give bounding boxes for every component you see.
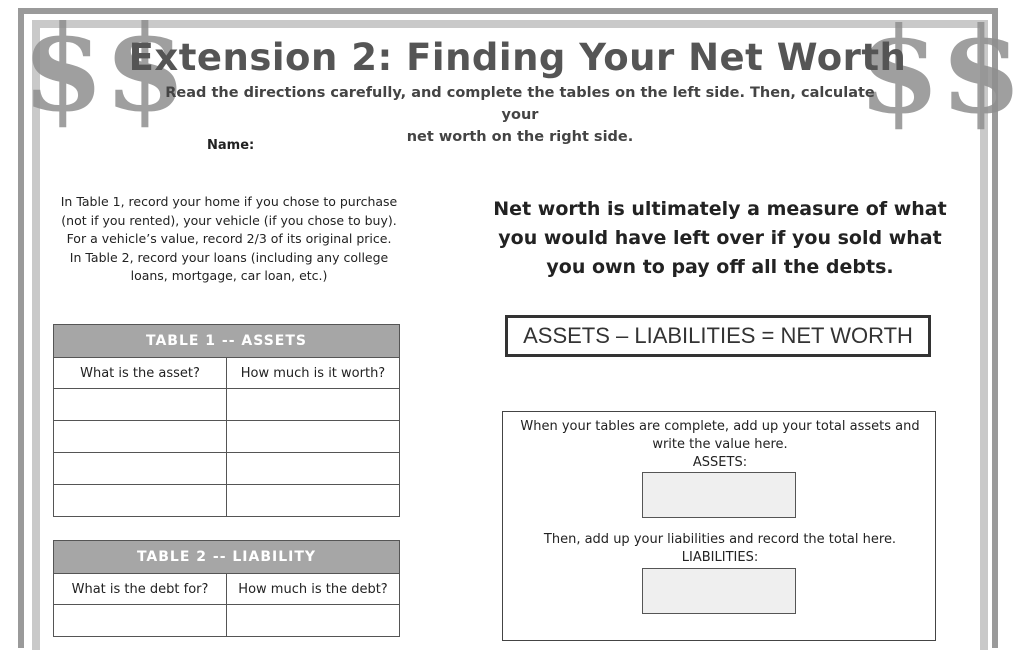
assets-instruction-line-2: write the value here. (652, 437, 788, 452)
assets-table (53, 324, 400, 517)
net-worth-equation: ASSETS – LIABILITIES = NET WORTH (505, 315, 931, 357)
directions-line: In Table 2, record your loans (including any college (69, 249, 389, 265)
assets-total-box[interactable] (642, 472, 796, 518)
definition-line: Net worth is ultimately a measure of what (493, 198, 947, 220)
liability-column-header-debt: What is the debt for? (54, 574, 227, 605)
definition-line: you would have left over if you sold what (498, 227, 942, 249)
asset-name-cell[interactable] (54, 485, 227, 517)
liabilities-instruction (503, 531, 937, 567)
assets-instruction-line-1: When your tables are complete, add up your total assets and (520, 419, 920, 434)
net-worth-definition (490, 195, 950, 282)
subtitle-line-1: Read the directions carefully, and complete the tables on the left side. Then, calculate your (165, 85, 875, 123)
subtitle-line-2: net worth on the right side. (406, 129, 634, 145)
table-row (54, 453, 400, 485)
table-row (54, 421, 400, 453)
page-title: Extension 2: Finding Your Net Worth (128, 36, 907, 79)
dollar-sign-decoration-left: $$ (22, 0, 187, 138)
liabilities-total-box[interactable] (642, 568, 796, 614)
asset-name-cell[interactable] (54, 389, 227, 421)
asset-worth-cell[interactable] (227, 421, 400, 453)
directions-line: In Table 1, record your home if you chose to purchase (60, 194, 398, 209)
liability-column-header-amount: How much is the debt? (227, 574, 400, 605)
calculation-panel (502, 411, 936, 641)
assets-instruction (503, 418, 937, 472)
debt-amount-cell[interactable] (227, 605, 400, 637)
dollar-sign-decoration-right: $$ (858, 1, 1023, 140)
asset-worth-cell[interactable] (227, 389, 400, 421)
page-subtitle (160, 82, 880, 148)
name-field-label: Name: (207, 138, 255, 153)
assets-column-header-asset: What is the asset? (54, 358, 227, 389)
directions-line: For a vehicle’s value, record 2/3 of its original price. (66, 231, 392, 246)
liabilities-label: LIABILITIES: (681, 550, 759, 565)
assets-label: ASSETS: (692, 455, 748, 470)
table-row (54, 605, 400, 637)
asset-name-cell[interactable] (54, 421, 227, 453)
liabilities-instruction-line: Then, add up your liabilities and record the total here. (543, 532, 897, 547)
asset-worth-cell[interactable] (227, 453, 400, 485)
liability-table (53, 540, 400, 637)
table-row (54, 485, 400, 517)
assets-table-title: TABLE 1 -- ASSETS (54, 325, 400, 358)
table-row (54, 389, 400, 421)
directions-line: (not if you rented), your vehicle (if you chose to buy). (61, 212, 397, 228)
definition-line: you own to pay off all the debts. (546, 256, 894, 278)
liability-table-title: TABLE 2 -- LIABILITY (54, 541, 400, 574)
directions-line: loans, mortgage, car loan, etc.) (130, 268, 328, 283)
asset-name-cell[interactable] (54, 453, 227, 485)
table-directions (48, 193, 410, 286)
debt-name-cell[interactable] (54, 605, 227, 637)
assets-column-header-worth: How much is it worth? (227, 358, 400, 389)
asset-worth-cell[interactable] (227, 485, 400, 517)
